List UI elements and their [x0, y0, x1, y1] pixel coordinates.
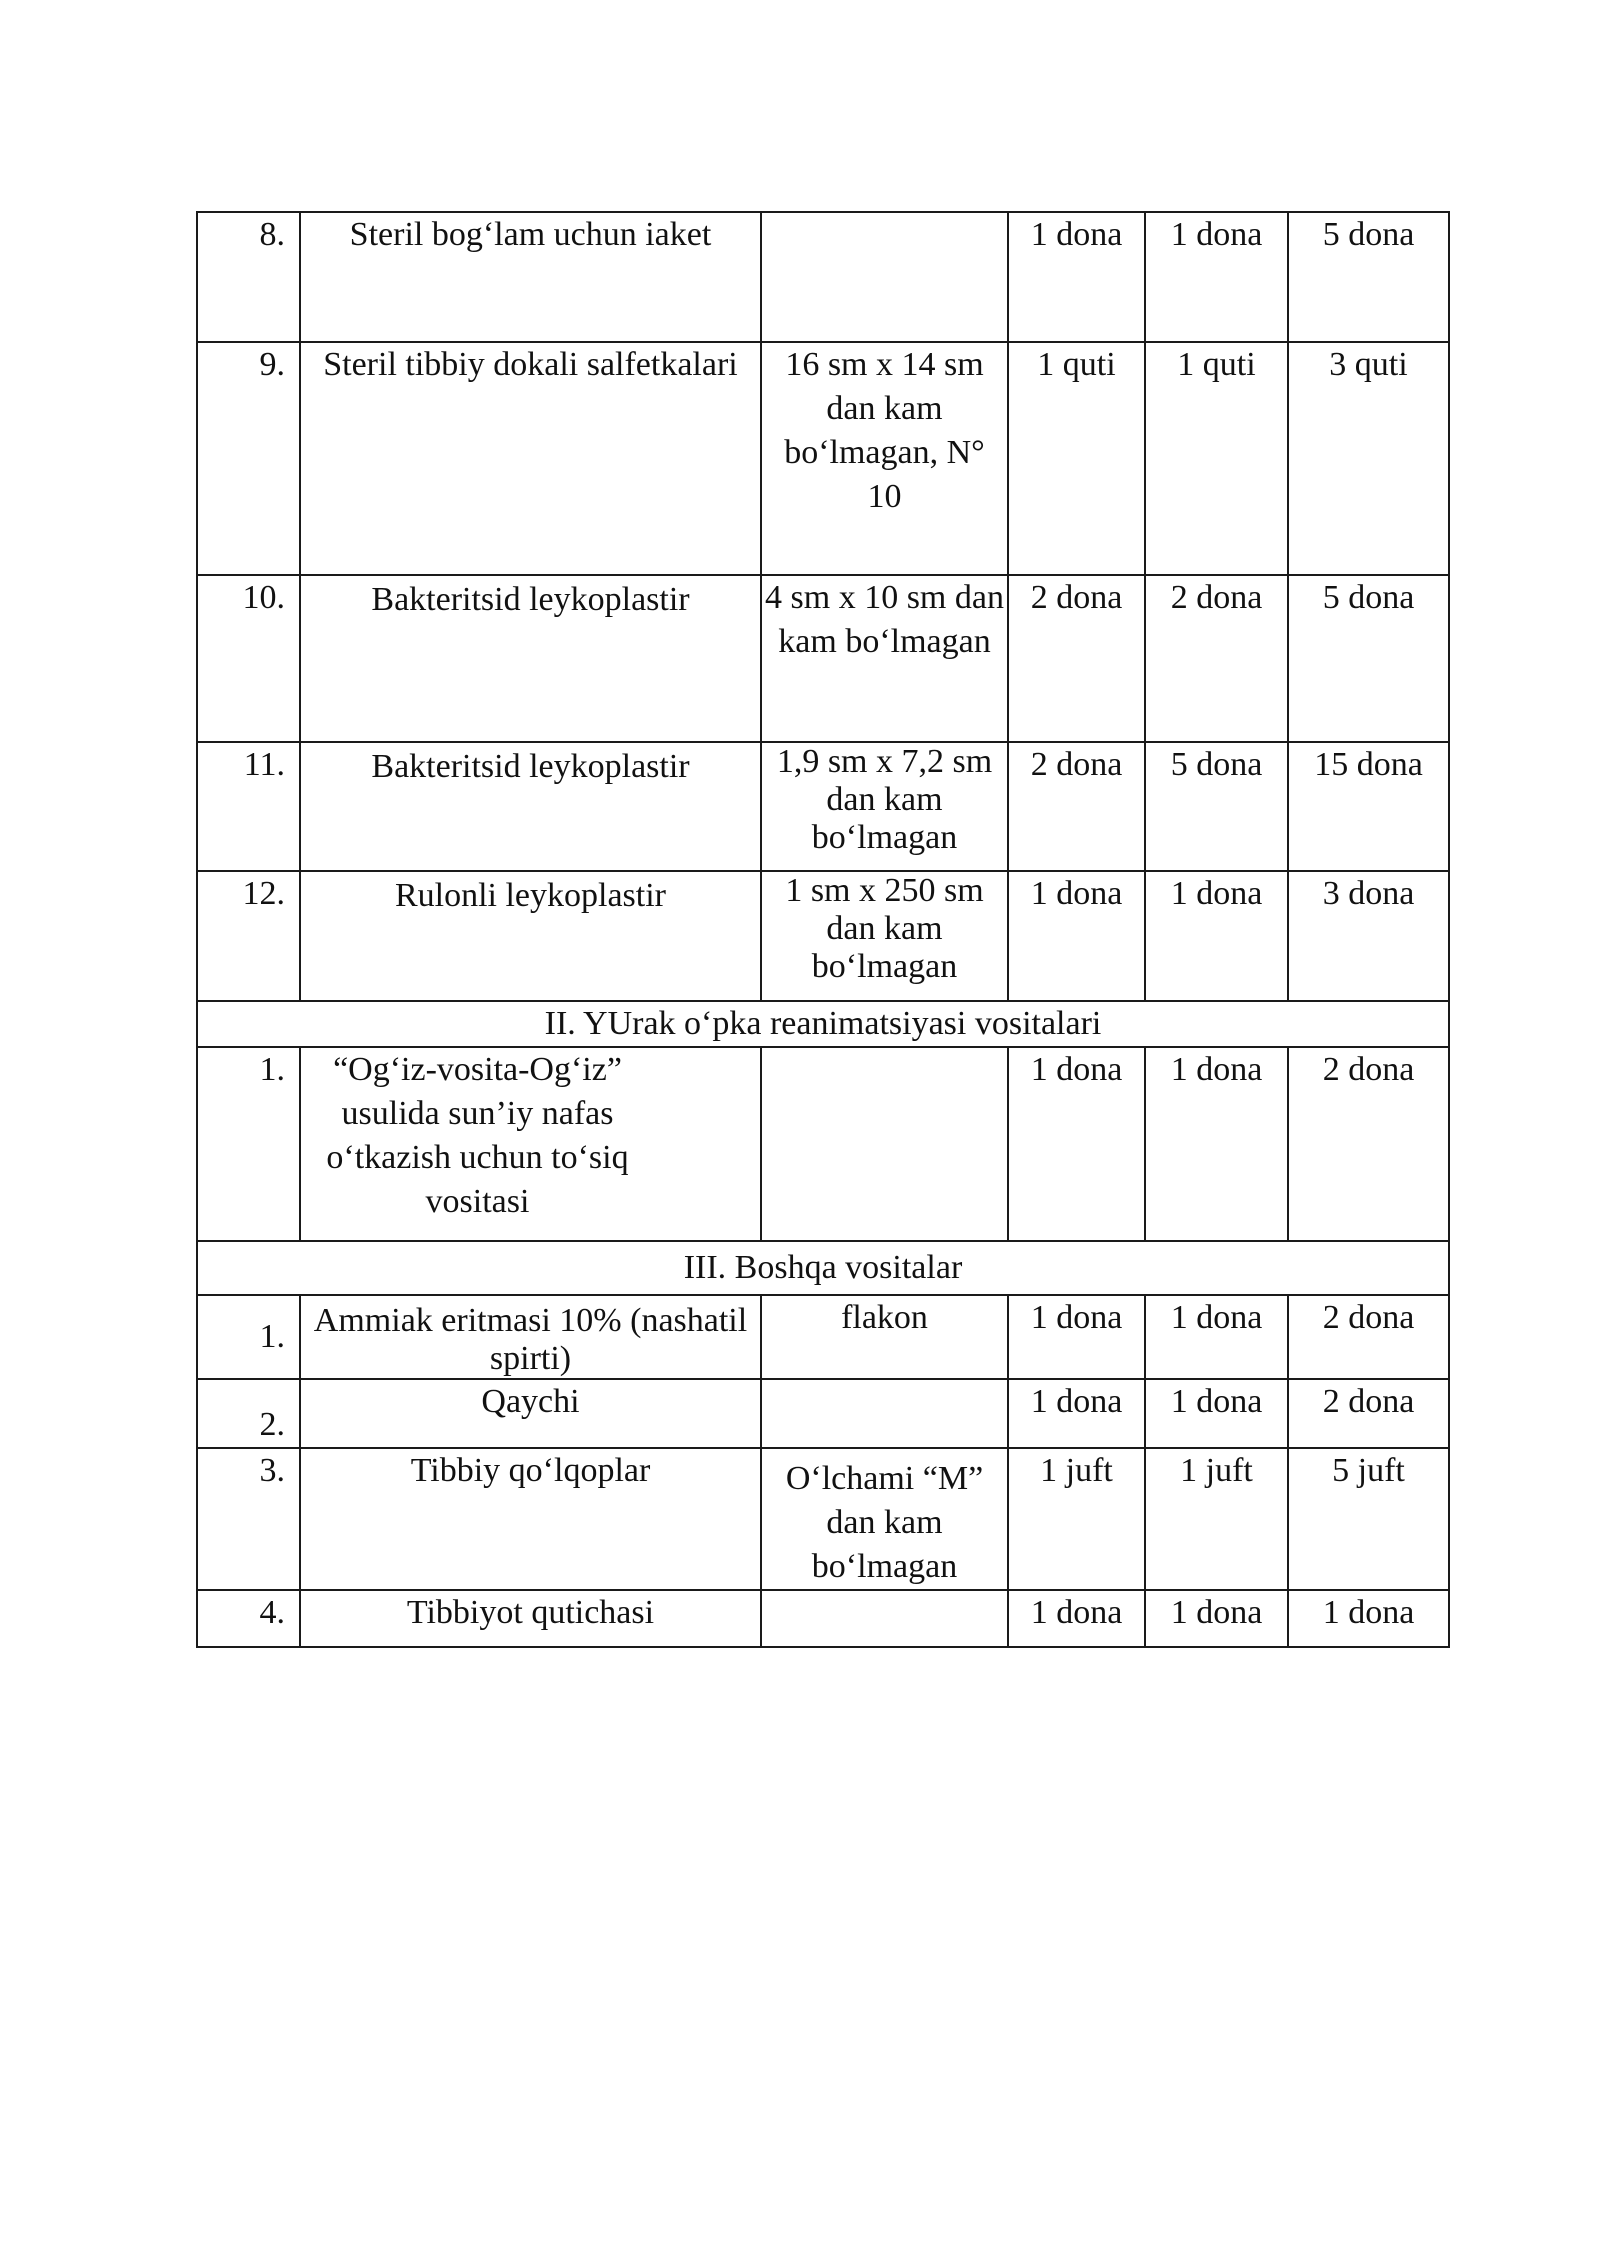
item-spec: 1 sm x 250 sm dan kam bo‘lmagan: [761, 871, 1008, 1001]
item-name: “Og‘iz-vosita-Og‘iz” usulida sun’iy nafas o‘tkazish uchun to‘siq vositasi: [300, 1047, 761, 1241]
quantity-1: 2 dona: [1008, 575, 1145, 742]
row-number: 12.: [197, 871, 300, 1001]
quantity-2: 2 dona: [1145, 575, 1288, 742]
table-row: [197, 1590, 1449, 1647]
quantity-2: 1 dona: [1145, 1295, 1288, 1379]
item-spec: 4 sm x 10 sm dan kam bo‘lmagan: [761, 575, 1008, 742]
quantity-3: 2 dona: [1288, 1295, 1449, 1379]
item-spec: O‘lchami “M” dan kam bo‘lmagan: [761, 1448, 1008, 1590]
table-row: [197, 871, 1449, 1001]
quantity-3: 2 dona: [1288, 1047, 1449, 1241]
section-header-row: [197, 1001, 1449, 1047]
item-name: Rulonli leykoplastir: [300, 871, 761, 1001]
table-row: [197, 1379, 1449, 1448]
table-row: [197, 575, 1449, 742]
quantity-3: 3 dona: [1288, 871, 1449, 1001]
quantity-2: 1 juft: [1145, 1448, 1288, 1590]
quantity-3: 15 dona: [1288, 742, 1449, 871]
quantity-1: 1 dona: [1008, 1379, 1145, 1448]
section-title: II. YUrak o‘pka reanimatsiyasi vositalari: [197, 1001, 1449, 1047]
table-row: [197, 1047, 1449, 1241]
quantity-1: 1 quti: [1008, 342, 1145, 575]
item-spec: flakon: [761, 1295, 1008, 1379]
quantity-1: 1 dona: [1008, 1295, 1145, 1379]
table-row: [197, 1448, 1449, 1590]
item-name: Steril bog‘lam uchun iaket: [300, 212, 761, 342]
quantity-2: 1 dona: [1145, 1047, 1288, 1241]
item-name: Ammiak eritmasi 10% (nashatil spirti): [300, 1295, 761, 1379]
row-number: 2.: [197, 1379, 300, 1448]
quantity-2: 5 dona: [1145, 742, 1288, 871]
row-number: 4.: [197, 1590, 300, 1647]
quantity-1: 2 dona: [1008, 742, 1145, 871]
section-header-row: [197, 1241, 1449, 1295]
quantity-1: 1 dona: [1008, 1590, 1145, 1647]
item-spec: [761, 1379, 1008, 1448]
supplies-table: [196, 211, 1450, 1648]
item-name: Steril tibbiy dokali salfetkalari: [300, 342, 761, 575]
row-number: 10.: [197, 575, 300, 742]
quantity-2: 1 dona: [1145, 1379, 1288, 1448]
section-title: III. Boshqa vositalar: [197, 1241, 1449, 1295]
table-row: [197, 1295, 1449, 1379]
item-spec: 16 sm x 14 sm dan kam bo‘lmagan, N° 10: [761, 342, 1008, 575]
item-spec: [761, 1047, 1008, 1241]
item-spec: 1,9 sm x 7,2 sm dan kam bo‘lmagan: [761, 742, 1008, 871]
quantity-3: 5 juft: [1288, 1448, 1449, 1590]
table-row: [197, 742, 1449, 871]
quantity-1: 1 dona: [1008, 871, 1145, 1001]
quantity-2: 1 quti: [1145, 342, 1288, 575]
item-spec: [761, 1590, 1008, 1647]
quantity-3: 1 dona: [1288, 1590, 1449, 1647]
quantity-1: 1 dona: [1008, 212, 1145, 342]
row-number: 1.: [197, 1295, 300, 1379]
quantity-2: 1 dona: [1145, 212, 1288, 342]
quantity-3: 2 dona: [1288, 1379, 1449, 1448]
table-row: [197, 342, 1449, 575]
item-spec: [761, 212, 1008, 342]
item-name: Tibbiy qo‘lqoplar: [300, 1448, 761, 1590]
row-number: 1.: [197, 1047, 300, 1241]
quantity-3: 5 dona: [1288, 212, 1449, 342]
quantity-2: 1 dona: [1145, 871, 1288, 1001]
item-name: Tibbiyot qutichasi: [300, 1590, 761, 1647]
quantity-1: 1 juft: [1008, 1448, 1145, 1590]
table-row: [197, 212, 1449, 342]
item-name: Qaychi: [300, 1379, 761, 1448]
row-number: 3.: [197, 1448, 300, 1590]
quantity-3: 5 dona: [1288, 575, 1449, 742]
row-number: 9.: [197, 342, 300, 575]
quantity-3: 3 quti: [1288, 342, 1449, 575]
quantity-1: 1 dona: [1008, 1047, 1145, 1241]
row-number: 11.: [197, 742, 300, 871]
row-number: 8.: [197, 212, 300, 342]
item-name: Bakteritsid leykoplastir: [300, 742, 761, 871]
item-name: Bakteritsid leykoplastir: [300, 575, 761, 742]
quantity-2: 1 dona: [1145, 1590, 1288, 1647]
